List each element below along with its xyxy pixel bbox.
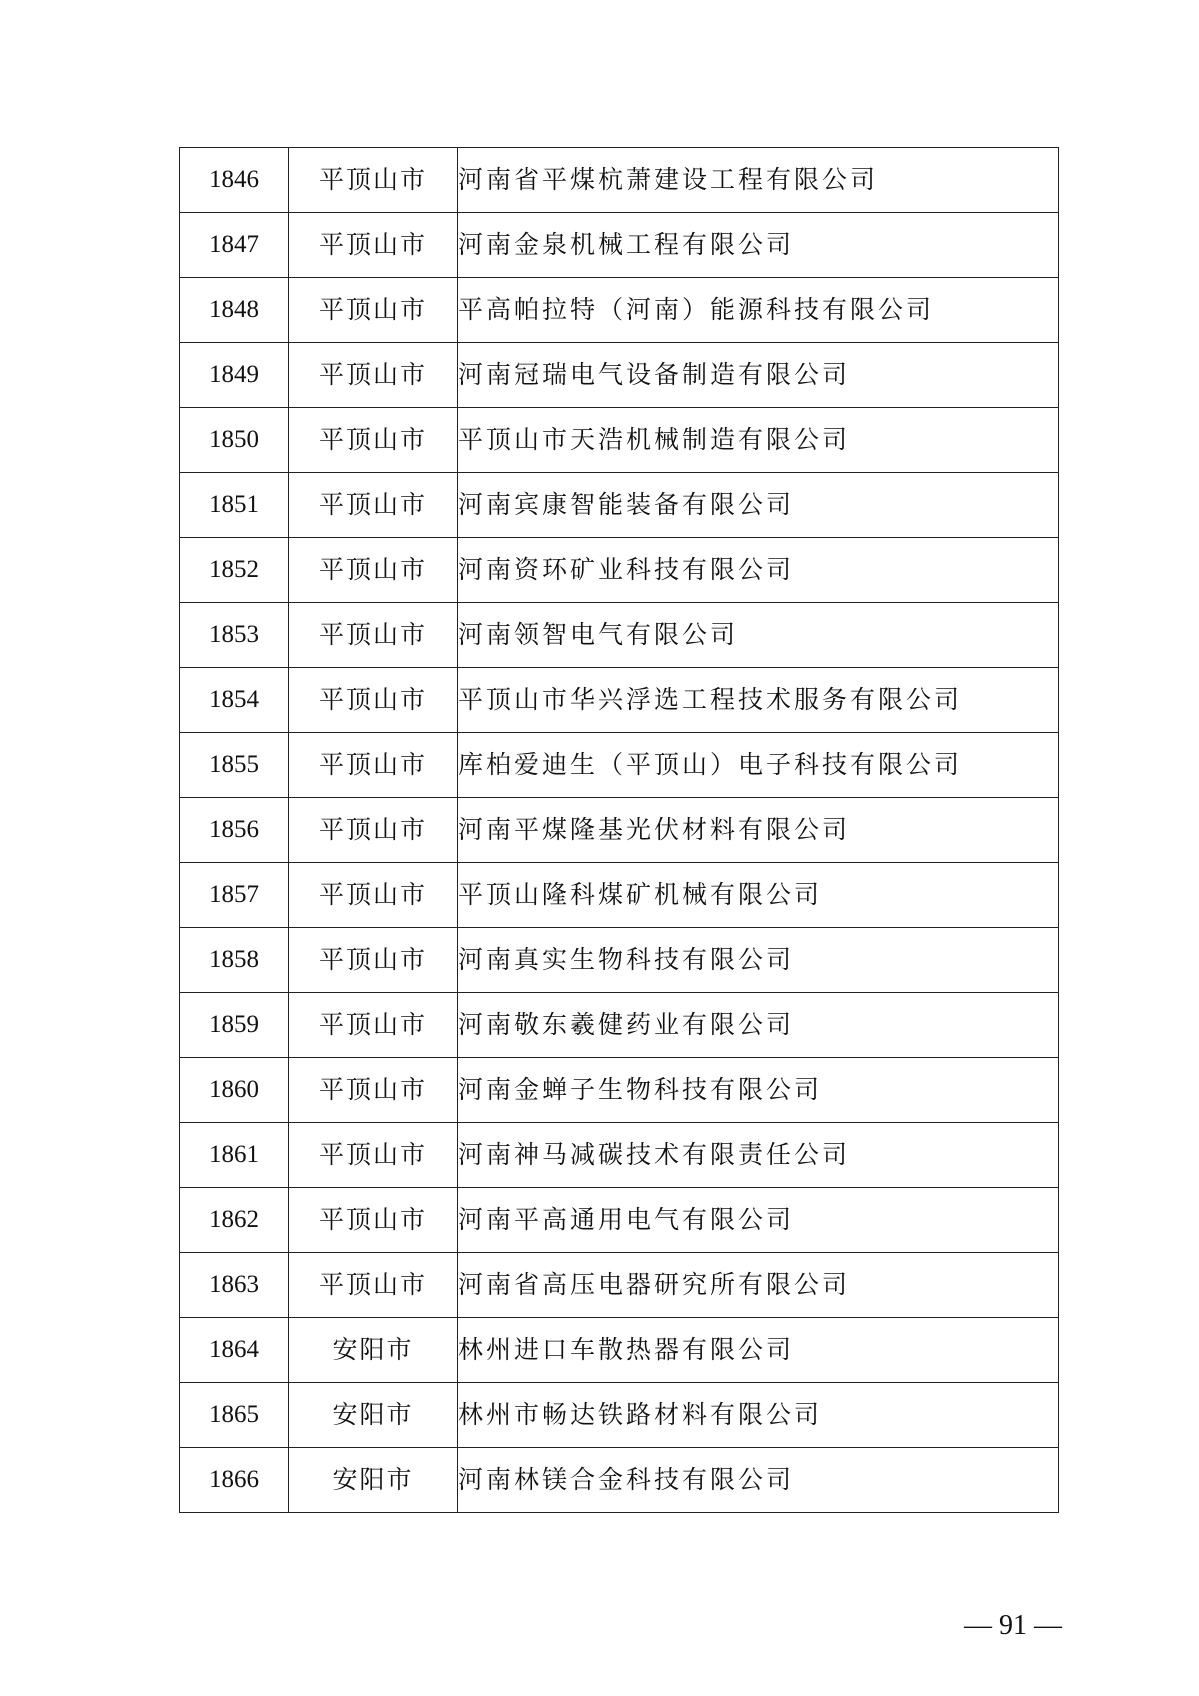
table-row xyxy=(180,603,1059,668)
company-name-cell: 河南敬东羲健药业有限公司 xyxy=(458,993,1059,1058)
table-row xyxy=(180,1058,1059,1123)
company-name-cell: 河南冠瑞电气设备制造有限公司 xyxy=(458,343,1059,408)
city-cell: 平顶山市 xyxy=(289,213,458,278)
row-number-cell: 1863 xyxy=(180,1253,289,1318)
city-cell: 平顶山市 xyxy=(289,148,458,213)
row-number-cell: 1851 xyxy=(180,473,289,538)
company-name-cell: 库柏爱迪生（平顶山）电子科技有限公司 xyxy=(458,733,1059,798)
table-row xyxy=(180,668,1059,733)
row-number-cell: 1847 xyxy=(180,213,289,278)
row-number-cell: 1855 xyxy=(180,733,289,798)
company-name-cell: 河南省平煤杭萧建设工程有限公司 xyxy=(458,148,1059,213)
row-number-cell: 1866 xyxy=(180,1448,289,1513)
table-row xyxy=(180,1253,1059,1318)
row-number-cell: 1857 xyxy=(180,863,289,928)
row-number-cell: 1849 xyxy=(180,343,289,408)
row-number-cell: 1865 xyxy=(180,1383,289,1448)
city-cell: 平顶山市 xyxy=(289,733,458,798)
company-name-cell: 平顶山市华兴浮选工程技术服务有限公司 xyxy=(458,668,1059,733)
city-cell: 平顶山市 xyxy=(289,603,458,668)
city-cell: 平顶山市 xyxy=(289,278,458,343)
company-name-cell: 平顶山市天浩机械制造有限公司 xyxy=(458,408,1059,473)
table-row xyxy=(180,1383,1059,1448)
company-name-cell: 平顶山隆科煤矿机械有限公司 xyxy=(458,863,1059,928)
company-name-cell: 河南平高通用电气有限公司 xyxy=(458,1188,1059,1253)
row-number-cell: 1854 xyxy=(180,668,289,733)
page-number: — 91 — xyxy=(964,1610,1062,1641)
city-cell: 平顶山市 xyxy=(289,1188,458,1253)
table-row xyxy=(180,408,1059,473)
table-row xyxy=(180,863,1059,928)
row-number-cell: 1858 xyxy=(180,928,289,993)
row-number-cell: 1846 xyxy=(180,148,289,213)
city-cell: 平顶山市 xyxy=(289,798,458,863)
table-row xyxy=(180,928,1059,993)
row-number-cell: 1864 xyxy=(180,1318,289,1383)
city-cell: 安阳市 xyxy=(289,1383,458,1448)
table-row xyxy=(180,148,1059,213)
row-number-cell: 1853 xyxy=(180,603,289,668)
table-row xyxy=(180,1318,1059,1383)
city-cell: 平顶山市 xyxy=(289,1253,458,1318)
table-row xyxy=(180,278,1059,343)
table-row xyxy=(180,343,1059,408)
company-name-cell: 林州市畅达铁路材料有限公司 xyxy=(458,1383,1059,1448)
table-row xyxy=(180,733,1059,798)
company-name-cell: 河南真实生物科技有限公司 xyxy=(458,928,1059,993)
table-row xyxy=(180,1448,1059,1513)
table-row xyxy=(180,538,1059,603)
company-name-cell: 河南宾康智能装备有限公司 xyxy=(458,473,1059,538)
city-cell: 安阳市 xyxy=(289,1318,458,1383)
table-row xyxy=(180,473,1059,538)
table-row xyxy=(180,1123,1059,1188)
row-number-cell: 1852 xyxy=(180,538,289,603)
city-cell: 平顶山市 xyxy=(289,343,458,408)
company-name-cell: 林州进口车散热器有限公司 xyxy=(458,1318,1059,1383)
company-name-cell: 河南资环矿业科技有限公司 xyxy=(458,538,1059,603)
city-cell: 平顶山市 xyxy=(289,1058,458,1123)
city-cell: 平顶山市 xyxy=(289,668,458,733)
city-cell: 安阳市 xyxy=(289,1448,458,1513)
company-name-cell: 河南林镁合金科技有限公司 xyxy=(458,1448,1059,1513)
row-number-cell: 1848 xyxy=(180,278,289,343)
table-row xyxy=(180,993,1059,1058)
company-name-cell: 河南金蝉子生物科技有限公司 xyxy=(458,1058,1059,1123)
table-row xyxy=(180,798,1059,863)
city-cell: 平顶山市 xyxy=(289,1123,458,1188)
company-name-cell: 河南平煤隆基光伏材料有限公司 xyxy=(458,798,1059,863)
table-row xyxy=(180,213,1059,278)
company-name-cell: 河南领智电气有限公司 xyxy=(458,603,1059,668)
row-number-cell: 1861 xyxy=(180,1123,289,1188)
row-number-cell: 1856 xyxy=(180,798,289,863)
row-number-cell: 1859 xyxy=(180,993,289,1058)
city-cell: 平顶山市 xyxy=(289,473,458,538)
company-name-cell: 河南省高压电器研究所有限公司 xyxy=(458,1253,1059,1318)
city-cell: 平顶山市 xyxy=(289,408,458,473)
city-cell: 平顶山市 xyxy=(289,928,458,993)
table-row xyxy=(180,1188,1059,1253)
company-name-cell: 河南金泉机械工程有限公司 xyxy=(458,213,1059,278)
company-name-cell: 河南神马减碳技术有限责任公司 xyxy=(458,1123,1059,1188)
company-list-table xyxy=(179,147,1059,1513)
row-number-cell: 1850 xyxy=(180,408,289,473)
table-body xyxy=(180,148,1059,1513)
city-cell: 平顶山市 xyxy=(289,538,458,603)
row-number-cell: 1862 xyxy=(180,1188,289,1253)
city-cell: 平顶山市 xyxy=(289,993,458,1058)
city-cell: 平顶山市 xyxy=(289,863,458,928)
row-number-cell: 1860 xyxy=(180,1058,289,1123)
company-name-cell: 平高帕拉特（河南）能源科技有限公司 xyxy=(458,278,1059,343)
